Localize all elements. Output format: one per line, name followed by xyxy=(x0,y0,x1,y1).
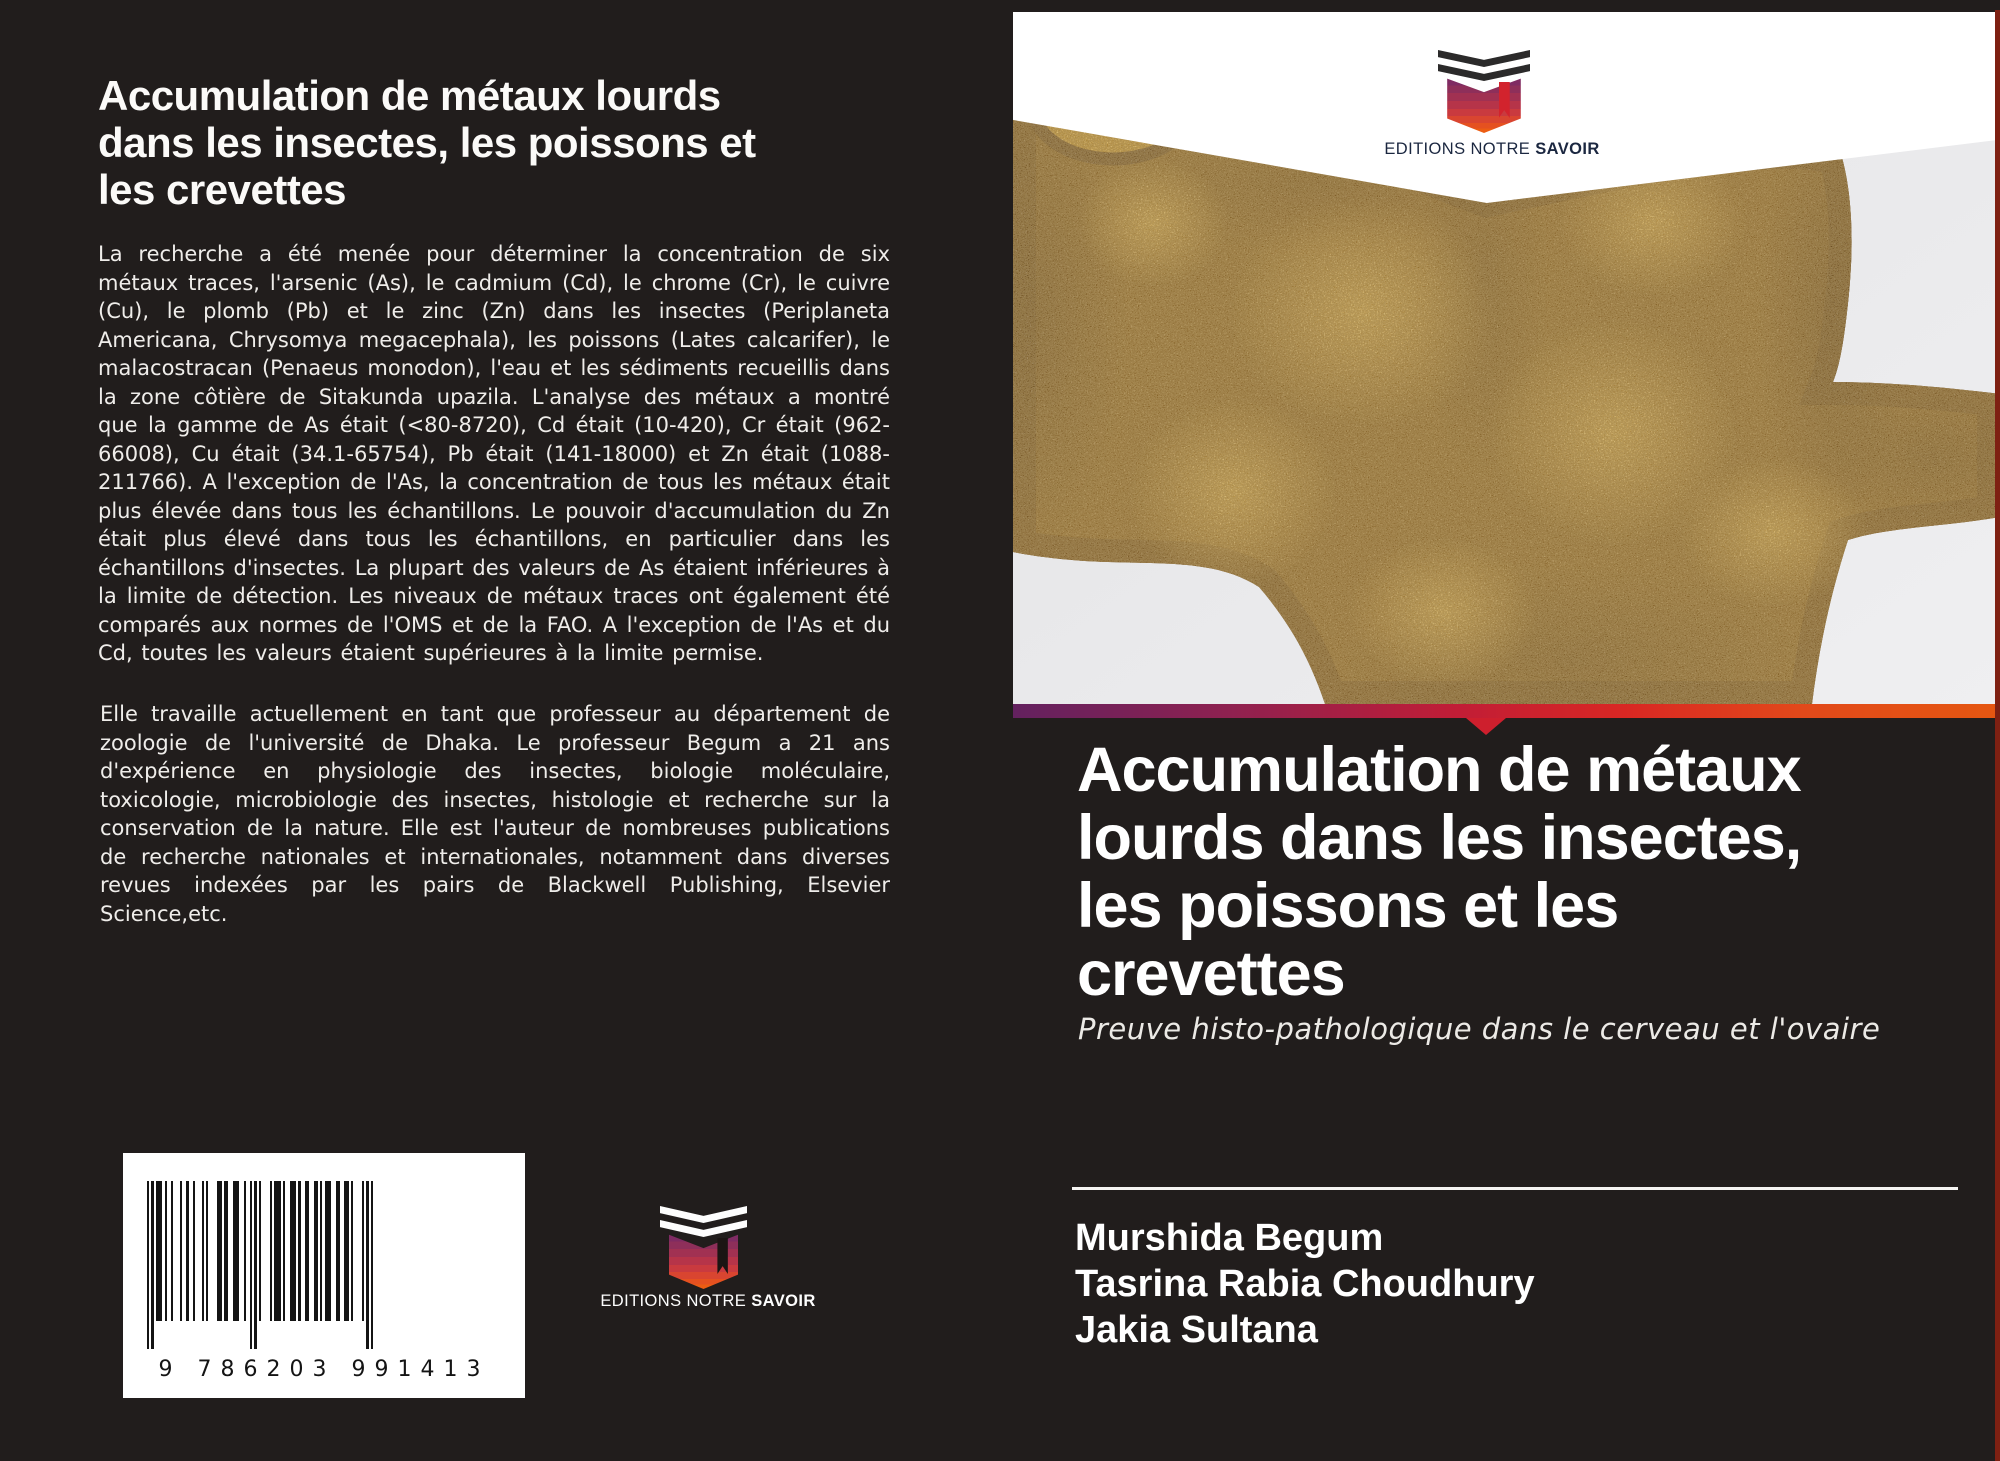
authors-list xyxy=(1075,1215,1535,1353)
accent-band xyxy=(1013,704,2000,718)
chevron-icon xyxy=(1438,50,1530,67)
back-title xyxy=(98,72,756,213)
front-title xyxy=(1077,736,1801,1008)
back-title-line: dans les insectes, les poissons et xyxy=(98,119,756,166)
author-name: Murshida Begum xyxy=(1075,1217,1384,1259)
publisher-book-icon xyxy=(1438,50,1530,142)
publisher-book-icon xyxy=(660,1206,747,1294)
publisher-name-regular: EDITIONS NOTRE xyxy=(1384,140,1536,158)
subtitle: Preuve histo-pathologique dans le cerveau et l'ovaire xyxy=(1078,1012,1881,1046)
publisher-name-regular: EDITIONS NOTRE xyxy=(600,1292,752,1310)
front-title-line: crevettes xyxy=(1077,939,1345,1009)
publisher-name xyxy=(1367,140,1617,159)
barcode-bars xyxy=(147,1181,501,1353)
publisher-name xyxy=(548,1292,868,1311)
publisher-name-bold: SAVOIR xyxy=(1535,140,1600,158)
back-title-line: les crevettes xyxy=(98,166,347,213)
front-cover xyxy=(1013,0,2000,1461)
author-bio-text: Elle travaille actuellement en tant que professeur au département de zoologie de l'université de Dhaka. Le professeur Begum a 21 ans d'expérience en physiologie des insectes, biologie moléculaire, toxicologie, microbiologie des insectes, histologie et recherche sur la conservation de la nature. Elle est l'auteur de nombreuses publications de recherche nationales et internationales, notamment dans diverses revues indexées par les pairs de Blackwell Publishing, Elsevier Science,etc. xyxy=(100,702,890,926)
front-title-line: Accumulation de métaux xyxy=(1077,735,1801,805)
abstract-text: La recherche a été menée pour déterminer la concentration de six métaux traces, l'arsenic (As), le cadmium (Cd), le chrome (Cr), le cuivre (Cu), le plomb (Pb) et le zinc (Zn) dans les insectes (Periplaneta Americana, Chrysomya megacephala), les poissons (Lates calcarifer), le malacostracan (Penaeus monodon), l'eau et les sédiments recueillis dans la zone côtière de Sitakunda upazila. L'analyse des métaux a montré que la gamme de As était (<80-8720), Cd était (10-420), Cr était (962-66008), Cu était (34.1-65754), Pb était (141-18000) et Zn était (1088-211766). A l'exception de l'As, la concentration de tous les métaux était plus élevée dans tous les échantillons. Le pouvoir d'accumulation du Zn était plus élevé dans tous les échantillons, en particulier dans les échantillons d'insectes. La plupart des valeurs de As étaient inférieures à la limite de détection. Les niveaux de métaux traces ont également été comparés aux normes de l'OMS et de la FAO. A l'exception de l'As et du Cd, toutes les valeurs étaient supérieures à la limite permise. xyxy=(98,242,890,665)
front-title-line: les poissons et les xyxy=(1077,871,1619,941)
back-title-line: Accumulation de métaux lourds xyxy=(98,72,721,119)
front-title-line: lourds dans les insectes, xyxy=(1077,803,1802,873)
right-edge-accent xyxy=(1995,10,2000,1461)
barcode xyxy=(123,1153,525,1398)
chevron-icon xyxy=(660,1206,747,1223)
author-name: Jakia Sultana xyxy=(1075,1309,1318,1351)
barcode-number: 9 786203 991413 xyxy=(158,1357,490,1382)
band-triangle-marker xyxy=(1466,718,1506,735)
tissue-section-photo xyxy=(1013,12,2000,704)
divider-rule xyxy=(1072,1187,1958,1190)
author-name: Tasrina Rabia Choudhury xyxy=(1075,1263,1535,1305)
publisher-name-bold: SAVOIR xyxy=(751,1292,816,1310)
